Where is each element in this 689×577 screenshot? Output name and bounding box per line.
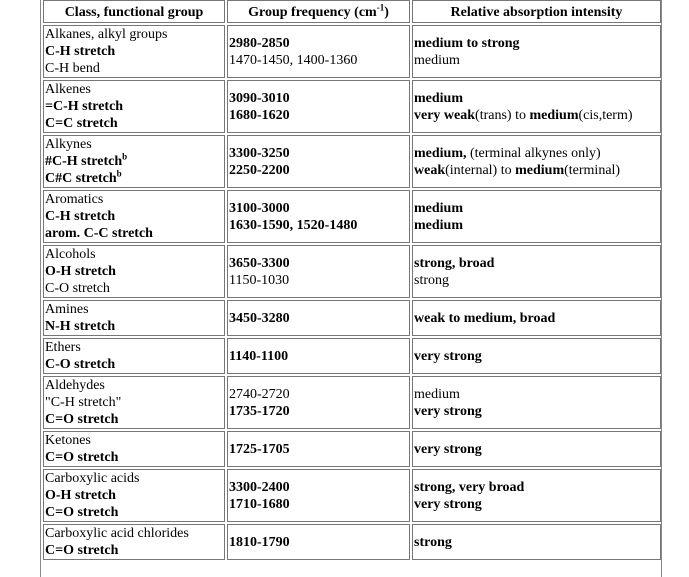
table-row — [43, 469, 661, 522]
class-line — [45, 394, 223, 411]
class-line — [45, 301, 223, 318]
frequency-line-text: 2980-2850 — [229, 35, 290, 51]
cell-group-frequency — [227, 25, 410, 78]
intensity-line-text: medium to strong — [414, 35, 520, 51]
frequency-line-text: 3100-3000 — [229, 200, 290, 216]
class-line-text: Alcohols — [45, 247, 96, 262]
frequency-line-text: 1470-1450, 1400-1360 — [229, 52, 358, 68]
class-line — [45, 449, 223, 466]
intensity-line — [414, 496, 659, 513]
frequency-line-text: 1725-1705 — [229, 441, 290, 457]
table-row — [43, 300, 661, 336]
class-line — [45, 153, 223, 170]
intensity-line-text: strong — [414, 534, 452, 550]
cell-relative-intensity — [412, 25, 661, 78]
class-line — [45, 136, 223, 153]
frequency-line-text: 1630-1590, 1520-1480 — [229, 217, 358, 233]
frequency-line — [229, 496, 408, 513]
intensity-line — [414, 386, 659, 403]
cell-relative-intensity — [412, 135, 661, 188]
intensity-line-text: medium — [529, 107, 579, 123]
intensity-line-text: medium, — [414, 145, 467, 161]
intensity-line-text: (cis,term) — [578, 107, 633, 123]
class-line — [45, 470, 223, 487]
intensity-line — [414, 52, 659, 69]
frequency-line — [229, 217, 408, 234]
intensity-line-text: strong — [414, 272, 449, 288]
class-line-text: Carboxylic acids — [45, 471, 140, 486]
class-line-text: Aldehydes — [45, 378, 105, 393]
class-line-text: Aromatics — [45, 192, 104, 207]
frequency-line — [229, 403, 408, 420]
frequency-line-text: 1710-1680 — [229, 496, 290, 512]
header-class-functional-group: Class, functional group — [43, 0, 225, 23]
cell-relative-intensity — [412, 431, 661, 467]
class-line — [45, 208, 223, 225]
intensity-line — [414, 200, 659, 217]
intensity-line — [414, 272, 659, 289]
intensity-line — [414, 441, 659, 458]
frequency-line — [229, 35, 408, 52]
class-line-text: C-O stretch — [45, 281, 110, 296]
frequency-line — [229, 107, 408, 124]
cell-group-frequency — [227, 376, 410, 429]
frequency-line-text: 3650-3300 — [229, 255, 290, 271]
cell-relative-intensity — [412, 469, 661, 522]
class-line — [45, 43, 223, 60]
intensity-line — [414, 479, 659, 496]
footnote-marker: b — [122, 151, 128, 162]
intensity-line-text: medium — [414, 217, 463, 233]
frequency-line — [229, 255, 408, 272]
class-line — [45, 504, 223, 521]
cell-class-functional-group — [43, 245, 225, 298]
class-line — [45, 377, 223, 394]
frequency-line-text: 1140-1100 — [229, 348, 289, 364]
table-row — [43, 376, 661, 429]
frequency-line-text: 1810-1790 — [229, 534, 290, 550]
class-line-text: Ethers — [45, 340, 81, 355]
intensity-line — [414, 403, 659, 420]
class-line — [45, 81, 223, 98]
class-line — [45, 542, 223, 559]
cell-relative-intensity — [412, 80, 661, 133]
frequency-line — [229, 52, 408, 69]
class-line-text: arom. C-C stretch — [45, 226, 153, 241]
intensity-line — [414, 107, 659, 124]
table-row — [43, 135, 661, 188]
class-line — [45, 115, 223, 132]
cell-class-functional-group — [43, 431, 225, 467]
header-frequency-label: Group frequency (cm — [248, 4, 377, 20]
class-line — [45, 432, 223, 449]
cell-group-frequency — [227, 524, 410, 560]
cell-relative-intensity — [412, 524, 661, 560]
class-line — [45, 280, 223, 297]
class-line-text: C-H stretch — [45, 209, 116, 224]
frequency-line-text: 3300-2400 — [229, 479, 290, 495]
intensity-line — [414, 90, 659, 107]
frequency-line-text: 3450-3280 — [229, 310, 290, 326]
frequency-line-text: 2740-2720 — [229, 386, 290, 402]
intensity-line-text: weak — [414, 162, 446, 178]
class-line-text: C-O stretch — [45, 357, 116, 372]
intensity-line — [414, 217, 659, 234]
cell-group-frequency — [227, 80, 410, 133]
table-row — [43, 190, 661, 243]
class-line-text: =C-H stretch — [45, 99, 124, 114]
ir-absorption-table — [41, 0, 662, 562]
cell-group-frequency — [227, 338, 410, 374]
class-line — [45, 318, 223, 335]
intensity-line-text: medium — [414, 200, 463, 216]
class-line — [45, 339, 223, 356]
class-line — [45, 26, 223, 43]
class-line-text: C-H bend — [45, 61, 100, 76]
cell-group-frequency — [227, 431, 410, 467]
header-relative-intensity: Relative absorption intensity — [412, 0, 661, 23]
header-row — [43, 0, 661, 23]
frequency-line — [229, 386, 408, 403]
header-frequency-exponent: -1 — [376, 1, 385, 12]
class-line-text: C=O stretch — [45, 412, 119, 427]
intensity-line-text: strong, broad — [414, 255, 495, 271]
class-line-text: C=O stretch — [45, 450, 119, 465]
cell-class-functional-group — [43, 25, 225, 78]
class-line — [45, 170, 223, 187]
class-line-text: Alkynes — [45, 137, 92, 152]
frequency-line — [229, 348, 408, 365]
class-line — [45, 263, 223, 280]
intensity-line-text: very weak — [414, 107, 476, 123]
intensity-line — [414, 348, 659, 365]
class-line-text: Ketones — [45, 433, 91, 448]
table-row — [43, 431, 661, 467]
intensity-line-text: medium — [414, 90, 463, 106]
cell-class-functional-group — [43, 338, 225, 374]
class-line-text: C=O stretch — [45, 505, 119, 520]
class-line-text: C=O stretch — [45, 543, 119, 558]
table-body — [43, 25, 661, 560]
class-line — [45, 191, 223, 208]
intensity-line — [414, 255, 659, 272]
frequency-line — [229, 272, 408, 289]
class-line-text: O-H stretch — [45, 264, 116, 279]
intensity-line-text: very strong — [414, 496, 482, 512]
class-line-text: Carboxylic acid chlorides — [45, 526, 189, 541]
cell-class-functional-group — [43, 469, 225, 522]
cell-class-functional-group — [43, 80, 225, 133]
frequency-line — [229, 200, 408, 217]
frequency-line-text: 1150-1030 — [229, 272, 290, 288]
intensity-line-text: medium — [414, 386, 460, 402]
table-row — [43, 245, 661, 298]
frequency-line-text: 2250-2200 — [229, 162, 290, 178]
class-line-text: "C-H stretch" — [45, 395, 122, 410]
intensity-line-text: medium — [515, 162, 565, 178]
frequency-line-text: 1680-1620 — [229, 107, 290, 123]
frequency-line — [229, 145, 408, 162]
intensity-line-text: strong, very broad — [414, 479, 525, 495]
class-line-text: C#C stretch — [45, 171, 117, 186]
frequency-line — [229, 310, 408, 327]
ir-table-container — [40, 0, 662, 577]
class-line-text: C-H stretch — [45, 44, 116, 59]
cell-relative-intensity — [412, 300, 661, 336]
cell-class-functional-group — [43, 190, 225, 243]
header-frequency-close: ) — [384, 4, 389, 20]
intensity-line-text: very strong — [414, 441, 482, 457]
cell-group-frequency — [227, 300, 410, 336]
class-line — [45, 525, 223, 542]
table-row — [43, 524, 661, 560]
cell-group-frequency — [227, 135, 410, 188]
class-line — [45, 246, 223, 263]
cell-group-frequency — [227, 190, 410, 243]
frequency-line — [229, 441, 408, 458]
class-line — [45, 411, 223, 428]
cell-group-frequency — [227, 245, 410, 298]
cell-relative-intensity — [412, 190, 661, 243]
class-line-text: #C-H stretch — [45, 154, 123, 169]
footnote-marker: b — [116, 168, 122, 179]
intensity-line — [414, 310, 659, 327]
cell-class-functional-group — [43, 524, 225, 560]
frequency-line — [229, 534, 408, 551]
intensity-line-text: (terminal) — [564, 162, 621, 178]
table-row — [43, 25, 661, 78]
intensity-line-text: very strong — [414, 403, 482, 419]
class-line — [45, 60, 223, 77]
intensity-line-text: medium — [414, 52, 460, 68]
frequency-line-text: 3090-3010 — [229, 90, 290, 106]
class-line — [45, 356, 223, 373]
class-line — [45, 98, 223, 115]
frequency-line — [229, 90, 408, 107]
cell-relative-intensity — [412, 245, 661, 298]
intensity-line-text: very strong — [414, 348, 482, 364]
class-line-text: N-H stretch — [45, 319, 116, 334]
class-line — [45, 225, 223, 242]
cell-class-functional-group — [43, 135, 225, 188]
intensity-line-text: weak to medium, broad — [414, 310, 556, 326]
cell-group-frequency — [227, 469, 410, 522]
cell-class-functional-group — [43, 376, 225, 429]
frequency-line-text: 3300-3250 — [229, 145, 290, 161]
class-line-text: Amines — [45, 302, 89, 317]
cell-relative-intensity — [412, 338, 661, 374]
class-line-text: Alkanes, alkyl groups — [45, 27, 168, 42]
frequency-line — [229, 479, 408, 496]
cell-relative-intensity — [412, 376, 661, 429]
class-line-text: C=C stretch — [45, 116, 118, 131]
class-line — [45, 487, 223, 504]
intensity-line — [414, 35, 659, 52]
table-row — [43, 338, 661, 374]
intensity-line-text: (trans) to — [475, 107, 530, 123]
intensity-line — [414, 534, 659, 551]
table-row — [43, 80, 661, 133]
cell-class-functional-group — [43, 300, 225, 336]
intensity-line-text: (internal) to — [445, 162, 516, 178]
class-line-text: O-H stretch — [45, 488, 116, 503]
class-line-text: Alkenes — [45, 82, 91, 97]
intensity-line — [414, 162, 659, 179]
intensity-line-text: (terminal alkynes only) — [466, 145, 601, 161]
header-group-frequency — [227, 0, 410, 23]
intensity-line — [414, 145, 659, 162]
frequency-line-text: 1735-1720 — [229, 403, 290, 419]
frequency-line — [229, 162, 408, 179]
